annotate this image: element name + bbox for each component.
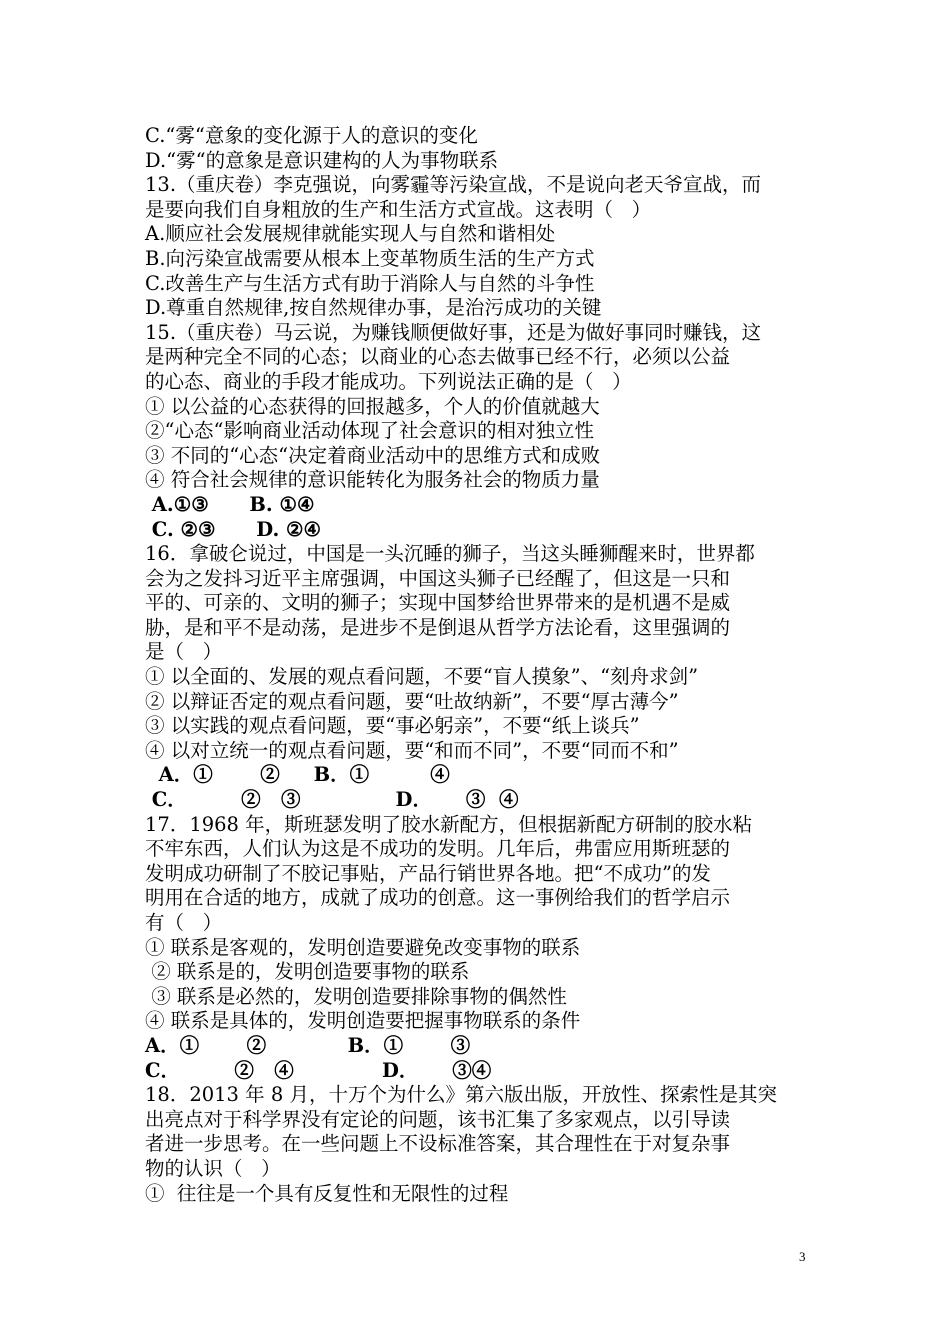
question-17-line: 有（ ）: [145, 911, 223, 934]
statement-line: ① 以公益的心态获得的回报越多，个人的价值就越大: [145, 394, 600, 418]
statement-line: ④ 符合社会规律的意识能转化为服务社会的物质力量: [145, 468, 600, 492]
question-17-line: 不牢东西，人们认为这是不成功的发明。几年后，弗雷应用斯班瑟的: [145, 837, 731, 861]
statement-line: ④ 联系是具体的，发明创造要把握事物联系的条件: [145, 1009, 581, 1033]
question-15-line: 15.（重庆卷）马云说，为赚钱顺便做好事，还是为做好事同时赚钱，这: [145, 320, 762, 344]
answer-choices: C． ② ④ D． ③④: [145, 1058, 492, 1082]
statement-line: ① 以全面的、发展的观点看问题，不要“盲人摸象”、“刻舟求剑”: [145, 665, 699, 689]
question-17-line: 发明成功研制了不胶记事贴，产品行销世界各地。把“不成功”的发: [145, 861, 711, 885]
statement-line: ③ 以实践的观点看问题，要“事必躬亲”，不要“纸上谈兵”: [145, 714, 640, 738]
option-line: B.向污染宣战需要从根本上变革物质生活的生产方式: [145, 246, 595, 270]
question-16-line: 平的、可亲的、文明的狮子；实现中国梦给世界带来的是机遇不是威: [145, 591, 731, 615]
option-line: C.改善生产与生活方式有助于消除人与自然的斗争性: [145, 271, 595, 295]
statement-line: ③ 不同的“心态“决定着商业活动中的思维方式和成败: [145, 443, 601, 467]
document-body: [145, 124, 810, 1206]
statement-line: ③ 联系是必然的，发明创造要排除事物的偶然性: [145, 984, 567, 1008]
statement-line: ② 以辩证否定的观点看问题，要“吐故纳新”，不要“厚古薄今”: [145, 689, 679, 713]
answer-choices: A.①③ B. ①④: [145, 492, 315, 516]
question-18-line: 出亮点对于科学界没有定论的问题，该书汇集了多家观点，以引导读: [145, 1107, 731, 1131]
answer-choices: C. ②③ D. ②④: [145, 517, 321, 541]
question-18-line: 者进一步思考。在一些问题上不设标准答案，其合理性在于对复杂事: [145, 1132, 731, 1156]
question-18-line: 物的认识（ ）: [145, 1156, 281, 1180]
question-13-line: 13.（重庆卷）李克强说，向雾霾等污染宣战，不是说向老天爷宣战，而: [145, 173, 762, 197]
answer-choices: A．① ② B．① ③: [145, 1033, 471, 1057]
question-16-line: 胁，是和平不是动荡，是进步不是倒退从哲学方法论看，这里强调的: [145, 615, 731, 639]
question-17-line: 17．1968 年，斯班瑟发明了胶水新配方，但根据新配方研制的胶水粘: [145, 812, 753, 836]
answer-choices: A．① ② B．① ④: [145, 763, 450, 787]
question-16-line: 16．拿破仑说过，中国是一头沉睡的狮子，当这头睡狮醒来时，世界都: [145, 542, 755, 566]
option-line: D.尊重自然规律,按自然规律办事，是治污成功的关键: [145, 296, 602, 320]
question-13-line: 是要向我们自身粗放的生产和生活方式宣战。这表明（ ）: [145, 197, 652, 221]
statement-line: ① 联系是客观的，发明创造要避免改变事物的联系: [145, 935, 581, 959]
question-16-line: 是（ ）: [145, 640, 223, 664]
statement-line: ① 往往是一个具有反复性和无限性的过程: [145, 1181, 509, 1205]
option-line: C.“雾“意象的变化源于人的意识的变化: [145, 124, 478, 147]
statement-line: ②“心态“影响商业活动体现了社会意识的相对独立性: [145, 419, 594, 443]
question-18-line: 18．2013 年 8 月，十万个为什么》第六版出版，开放性、探索性是其突: [145, 1083, 777, 1107]
question-17-line: 明用在合适的地方，成就了成功的创意。这一事例给我们的哲学启示: [145, 886, 731, 910]
page-number: 3: [799, 1249, 806, 1264]
statement-line: ② 联系是的，发明创造要事物的联系: [145, 960, 470, 984]
question-15-line: 是两种完全不同的心态；以商业的心态去做事已经不行，必须以公益: [145, 345, 731, 369]
option-line: D.“雾“的意象是意识建构的人为事物联系: [145, 148, 499, 172]
option-line: A.顺应社会发展规律就能实现人与自然和谐相处: [145, 222, 556, 246]
question-15-line: 的心态、商业的手段才能成功。下列说法正确的是（ ）: [145, 369, 632, 393]
answer-choices: C． ② ③ D． ③ ④: [145, 788, 519, 812]
statement-line: ④ 以对立统一的观点看问题，要“和而不同”，不要“同而不和”: [145, 738, 679, 762]
question-16-line: 会为之发抖习近平主席强调，中国这头狮子已经醒了，但这是一只和: [145, 566, 731, 590]
